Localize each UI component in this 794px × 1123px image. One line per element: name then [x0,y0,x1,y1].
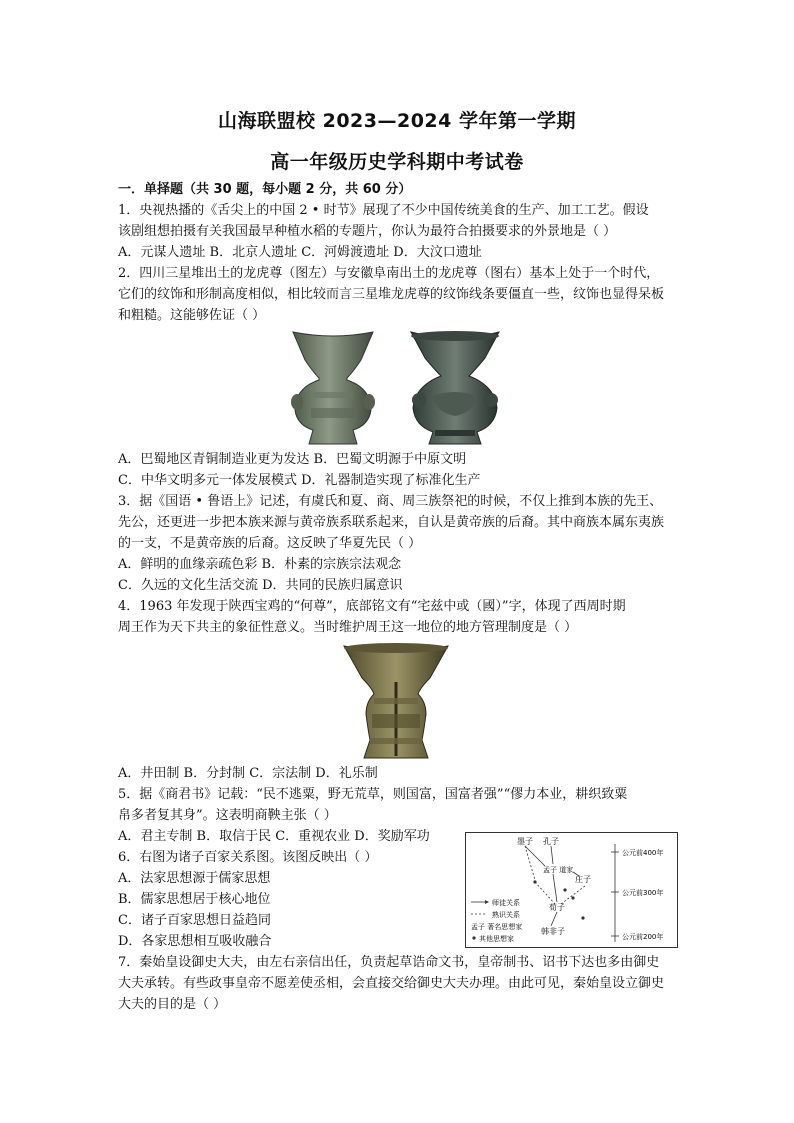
timeline-300bc: 公元前300年 [622,889,664,897]
figure-node-hanfeizi: 韩非子 [541,927,565,936]
q6-option-c: C．诸子百家思想日益趋同 [118,913,271,928]
figure-node-kongzi: 孔子 [543,837,559,846]
q3-stem-line2: 先公，还更进一步把本族来源与黄帝族系联系起来，自认是黄帝族的后裔。其中商族本属东夷族 [118,515,665,530]
figure-node-mengzi-group: 孟子 道家 [543,866,574,874]
q1-options: A．元谋人遗址 B．北京人遗址 C．河姆渡遗址 D．大汶口遗址 [118,245,482,260]
he-zun-bronze-image [340,642,452,760]
exam-title-line1: 山海联盟校 2023—2024 学年第一学期 [218,110,576,132]
timeline-200bc: 公元前200年 [622,933,664,941]
q5-options: A．君主专制 B．取信于民 C．重视农业 D．奖励军功 [118,829,430,844]
q4-stem-line2: 周王作为天下共主的象征性意义。当时维护周王这一地位的地方管理制度是（ ） [118,620,578,635]
figure-node-zhuangzi: 庄子 [575,875,591,884]
q4-stem-line1: 4．1963 年发现于陕西宝鸡的“何尊”，底部铭文有“宅兹中或（國）”字，体现了西周时期 [118,599,626,614]
exam-title-line2: 高一年级历史学科期中考试卷 [270,151,524,173]
q2-options-cd: C．中华文明多元一体发展模式 D．礼器制造实现了标准化生产 [118,473,481,488]
q3-stem-line3: 的一支，不是黄帝族的后裔。这反映了华夏先民（ ） [118,536,422,551]
q2-stem-line2: 它们的纹饰和形制高度相似，相比较而言三星堆龙虎尊的纹饰线条要僵直一些，纹饰也显得呆板 [118,287,665,302]
legend-other: 其他思想家 [479,935,514,943]
q6-stem: 6．右图为诸子百家关系图。该图反映出（ ） [118,850,378,865]
legend-teacher: 师徒关系 [492,899,520,907]
q7-stem-line2: 大夫承转。有些政事皇帝不愿差使丞相，会直接交给御史大夫办理。由此可见，秦始皇设立御史 [118,976,665,991]
figure-node-mozi: 墨子 [517,837,533,846]
q7-stem-line1: 7．秦始皇设御史大夫，由左右亲信出任，负责起草诰命文书，皇帝制书、诏书下达也多由御史 [118,955,660,970]
q4-options: A．井田制 B．分封制 C．宗法制 D．礼乐制 [118,766,378,781]
q1-stem-line2: 该剧组想拍摄有关我国最早种植水稻的专题片，你认为最符合拍摄要求的外景地是（ ） [118,224,617,239]
q3-options-ab: A．鲜明的血缘亲疏色彩 B．朴素的宗族宗法观念 [118,557,402,572]
q6-option-d: D．各家思想相互吸收融合 [118,934,272,949]
q3-options-cd: C．久远的文化生活交流 D．共同的民族归属意识 [118,578,403,593]
legend-mengzi: 孟子 著名思想家 [471,923,523,931]
q7-stem-line3: 大夫的目的是（ ） [118,997,227,1012]
timeline-400bc: 公元前400年 [622,849,664,857]
figure-node-xunzi: 荀子 [549,903,565,912]
q2-stem-line1: 2．四川三星堆出土的龙虎尊（图左）与安徽阜南出土的龙虎尊（图右）基本上处于一个时代， [118,266,660,281]
right-bronze-zun-image [405,330,505,445]
hundred-schools-relationship-figure [465,832,678,948]
q1-stem-line1: 1．央视热播的《舌尖上的中国 2 • 时节》展现了不少中国传统美食的生产、加工工艺。假设 [118,203,649,218]
q6-option-a: A．法家思想源于儒家思想 [118,871,271,886]
legend-ideas: 熟识关系 [492,911,520,919]
section-heading: 一．单择题（共 30 题，每小题 2 分，共 60 分） [118,182,412,197]
q5-stem-line1: 5．据《商君书》记载：“民不逃粟，野无荒草，则国富，国富者强”“僇力本业，耕织致粟 [118,787,628,802]
left-bronze-zun-image [283,330,383,445]
q5-stem-line2: 帛多者复其身”。这表明商鞅主张（ ） [118,808,337,823]
q3-stem-line1: 3．据《国语 • 鲁语上》记述，有虞氏和夏、商、周三族祭祀的时候，不仅上推到本族的先王、 [118,494,663,509]
q6-option-b: B．儒家思想居于核心地位 [118,892,271,907]
q2-stem-line3: 和粗糙。这能够佐证（ ） [118,308,266,323]
q2-options-ab: A．巴蜀地区青铜制造业更为发达 B．巴蜀文明源于中原文明 [118,452,467,467]
